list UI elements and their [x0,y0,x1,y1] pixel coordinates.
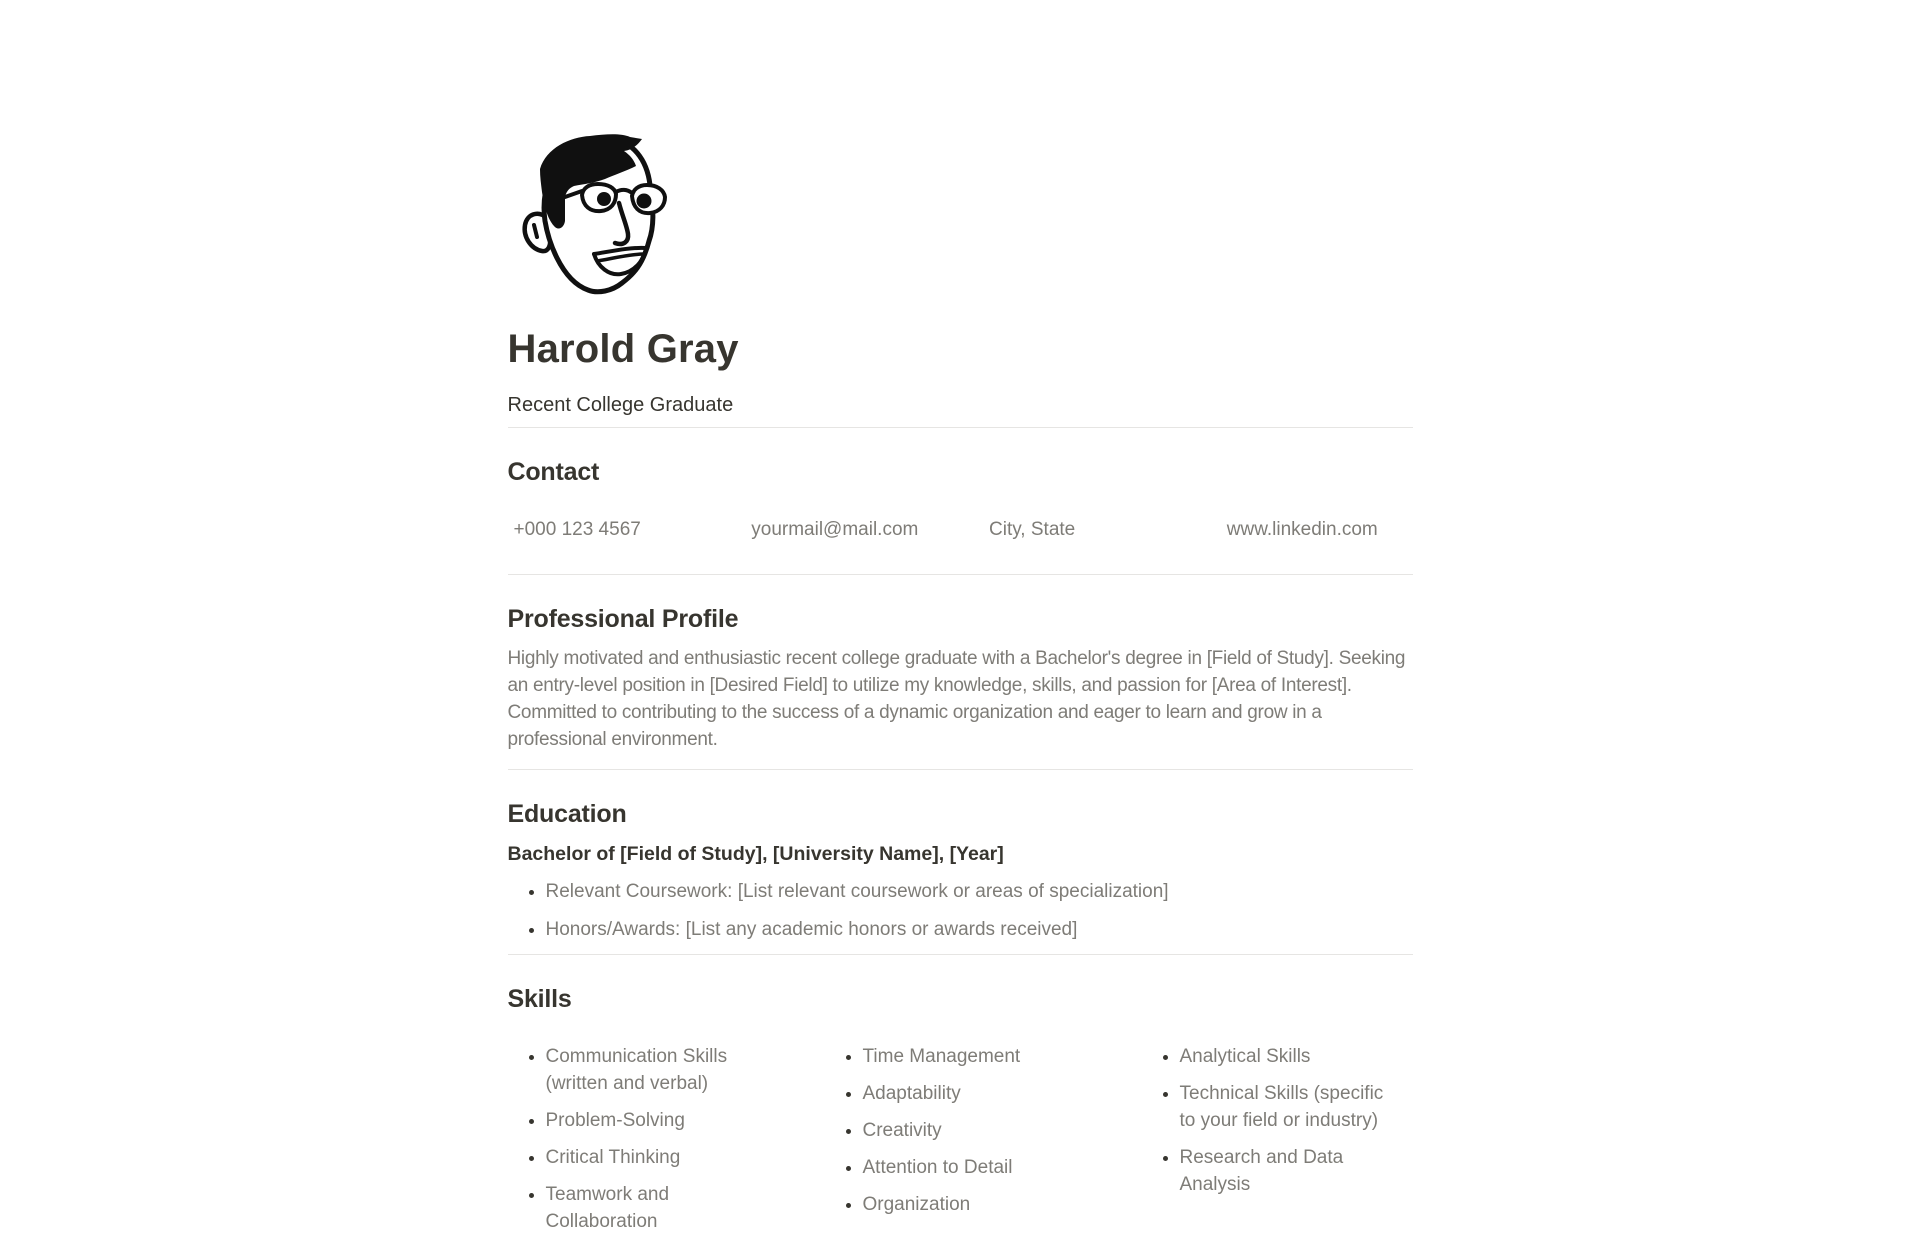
avatar-left-eye [597,192,611,206]
profile-subtitle: Recent College Graduate [507,394,734,416]
section-divider [508,769,1413,770]
skill-item: • Technical Skills (specific to your field or industry) [1180,1080,1401,1134]
contact-section [508,456,1413,544]
skill-item: • Critical Thinking [546,1144,767,1171]
page-title: Harold Gray [507,327,739,371]
skills-heading: Skills [507,985,572,1013]
man-with-glasses-avatar-icon [518,133,668,295]
skill-item: • Attention to Detail [863,1154,1084,1181]
education-list [508,878,1413,943]
education-bullet-honors: • Honors/Awards: [List any academic honors or awards received] [546,916,1413,943]
profile-avatar [518,133,668,295]
education-degree: Bachelor of [Field of Study], [University Name], [Year] [507,843,1004,865]
contact-heading: Contact [507,458,600,486]
skills-column-1 [508,1043,779,1245]
professional-profile-heading: Professional Profile [507,605,739,633]
avatar-right-eye [636,194,651,209]
skills-section [508,983,1413,1245]
section-divider [508,427,1413,428]
education-bullet-coursework: • Relevant Coursework: [List relevant coursework or areas of specialization] [546,878,1413,905]
skills-columns [508,1043,1413,1245]
skill-item: • Adaptability [863,1080,1084,1107]
education-heading: Education [507,800,627,828]
skill-item: • Communication Skills (written and verbal) [546,1043,767,1097]
contact-email: yourmail@mail.com [751,519,919,540]
skill-item: • Problem-Solving [546,1107,767,1134]
skills-column-3 [1142,1043,1413,1245]
skills-column-2 [825,1043,1096,1245]
professional-profile-section [508,603,1413,753]
skill-item: • Teamwork and Collaboration [546,1181,767,1235]
section-divider [508,574,1413,575]
contact-website: www.linkedin.com [1226,519,1378,540]
contact-phone: +000 123 4567 [513,519,641,540]
contact-location: City, State [989,519,1076,540]
skill-item: • Research and Data Analysis [1180,1144,1401,1198]
section-divider [508,954,1413,955]
skill-item: • Organization [863,1191,1084,1218]
skill-item: • Analytical Skills [1180,1043,1401,1070]
contact-row [508,516,1413,544]
education-section [508,798,1413,943]
professional-profile-text: Highly motivated and enthusiastic recent college graduate with a Bachelor's degree in [Field of Study]. Seeking an entry-level position in [Desired Field] to utilize my knowledge, skills, and passion for [Area of Interest]. Committed to contributing to the success of a dynamic organization and eager to learn and grow in a professional environment. [507,648,1406,750]
skill-item: • Time Management [863,1043,1084,1070]
skill-item: • Creativity [863,1117,1084,1144]
resume-page [508,0,1413,1245]
